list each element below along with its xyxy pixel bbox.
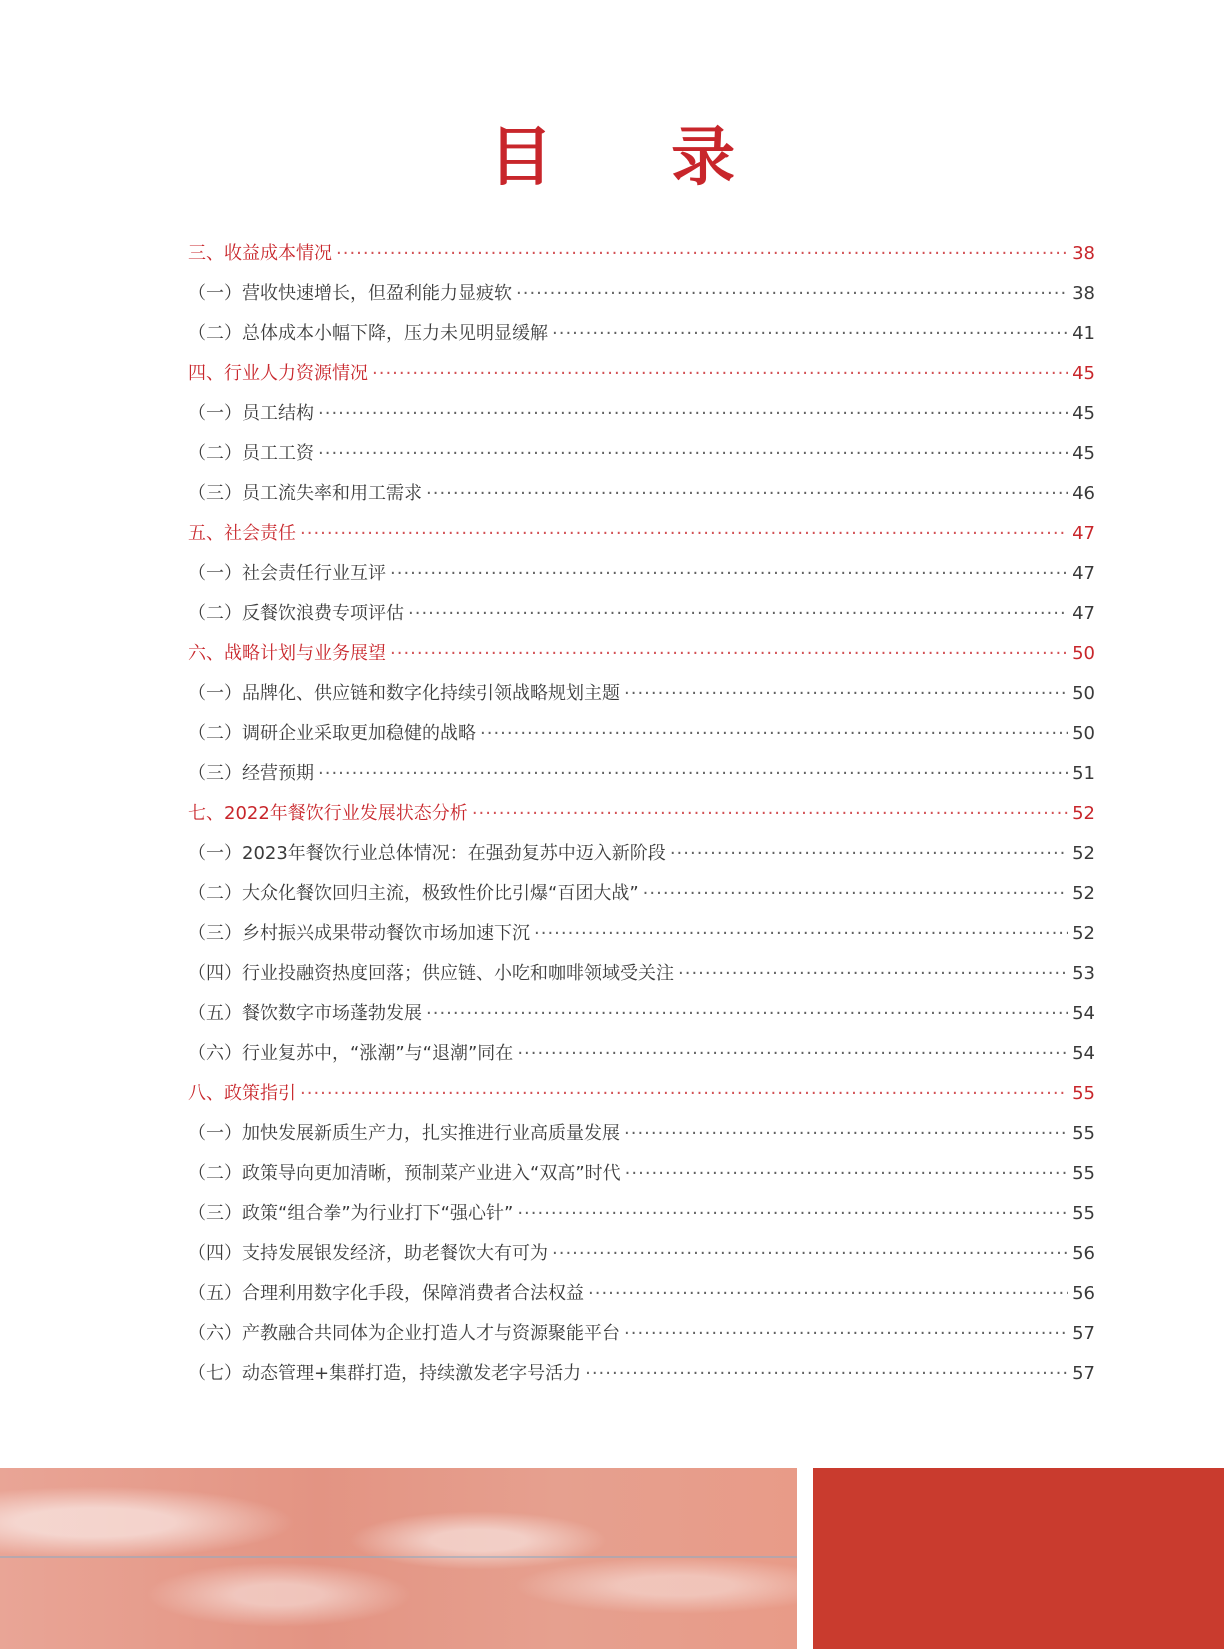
toc-label: （二）总体成本小幅下降，压力未见明显缓解 xyxy=(188,323,548,344)
toc-page-number: 47 xyxy=(1072,603,1095,624)
toc-label: 五、社会责任 xyxy=(188,523,296,544)
toc-page-number: 45 xyxy=(1072,363,1095,384)
toc-label: （三）经营预期 xyxy=(188,763,314,784)
toc-entry[interactable] xyxy=(188,994,1095,1034)
toc-leader-dots xyxy=(480,714,1068,754)
toc-label: （二）反餐饮浪费专项评估 xyxy=(188,603,404,624)
toc-entry[interactable] xyxy=(188,834,1095,874)
photo-divider xyxy=(0,1556,797,1558)
toc-label: （一）品牌化、供应链和数字化持续引领战略规划主题 xyxy=(188,683,620,704)
toc-section[interactable] xyxy=(188,514,1095,554)
toc-page-number: 55 xyxy=(1072,1203,1095,1224)
toc-entry[interactable] xyxy=(188,394,1095,434)
toc-page-number: 47 xyxy=(1072,563,1095,584)
toc-page-number: 55 xyxy=(1072,1123,1095,1144)
toc-page-number: 50 xyxy=(1072,643,1095,664)
toc-entry[interactable] xyxy=(188,954,1095,994)
toc-leader-dots xyxy=(624,674,1068,714)
toc-leader-dots xyxy=(588,1274,1068,1314)
toc-entry[interactable] xyxy=(188,1114,1095,1154)
toc-leader-dots xyxy=(585,1354,1068,1394)
toc-entry[interactable] xyxy=(188,1314,1095,1354)
toc-label: （四）支持发展银发经济，助老餐饮大有可为 xyxy=(188,1243,548,1264)
toc-page-number: 52 xyxy=(1072,803,1095,824)
toc-label: （三）乡村振兴成果带动餐饮市场加速下沉 xyxy=(188,923,530,944)
toc-page-number: 52 xyxy=(1072,843,1095,864)
toc-entry[interactable] xyxy=(188,474,1095,514)
toc-label: （一）营收快速增长，但盈利能力显疲软 xyxy=(188,283,512,304)
toc-leader-dots xyxy=(318,754,1068,794)
toc-page-number: 52 xyxy=(1072,883,1095,904)
toc-leader-dots xyxy=(516,274,1068,314)
toc-entry[interactable] xyxy=(188,594,1095,634)
toc-page-number: 56 xyxy=(1072,1243,1095,1264)
toc-entry[interactable] xyxy=(188,874,1095,914)
toc-label: （三）政策“组合拳”为行业打下“强心针” xyxy=(188,1203,514,1224)
toc-label: （七）动态管理+集群打造，持续激发老字号活力 xyxy=(188,1363,582,1384)
toc-label: （一）社会责任行业互评 xyxy=(188,563,386,584)
toc-leader-dots xyxy=(472,794,1068,834)
toc-label: （三）员工流失率和用工需求 xyxy=(188,483,422,504)
toc-entry[interactable] xyxy=(188,434,1095,474)
toc-page-number: 57 xyxy=(1072,1363,1095,1384)
toc-leader-dots xyxy=(336,234,1068,274)
toc-leader-dots xyxy=(624,1314,1068,1354)
toc-leader-dots xyxy=(624,1114,1068,1154)
toc-page-number: 54 xyxy=(1072,1043,1095,1064)
toc-section[interactable] xyxy=(188,1074,1095,1114)
toc-page-number: 52 xyxy=(1072,923,1095,944)
toc-page-number: 54 xyxy=(1072,1003,1095,1024)
toc-entry[interactable] xyxy=(188,554,1095,594)
toc-label: （五）餐饮数字市场蓬勃发展 xyxy=(188,1003,422,1024)
toc-leader-dots xyxy=(390,634,1068,674)
toc-page-number: 57 xyxy=(1072,1323,1095,1344)
toc-leader-dots xyxy=(670,834,1068,874)
toc-entry[interactable] xyxy=(188,674,1095,714)
toc-entry[interactable] xyxy=(188,914,1095,954)
toc-label: （二）调研企业采取更加稳健的战略 xyxy=(188,723,476,744)
toc-leader-dots xyxy=(643,874,1068,914)
toc-page-number: 45 xyxy=(1072,443,1095,464)
toc-leader-dots xyxy=(300,514,1068,554)
toc-entry[interactable] xyxy=(188,1354,1095,1394)
toc-entry[interactable] xyxy=(188,274,1095,314)
toc-leader-dots xyxy=(318,434,1068,474)
toc-label: 八、政策指引 xyxy=(188,1083,296,1104)
toc-page-number: 55 xyxy=(1072,1163,1095,1184)
toc-page-number: 50 xyxy=(1072,723,1095,744)
toc-leader-dots xyxy=(318,394,1068,434)
table-of-contents xyxy=(188,234,1095,1394)
toc-entry[interactable] xyxy=(188,1274,1095,1314)
toc-leader-dots xyxy=(552,314,1068,354)
toc-label: （二）政策导向更加清晰，预制菜产业进入“双高”时代 xyxy=(188,1163,621,1184)
toc-leader-dots xyxy=(426,994,1068,1034)
toc-page-number: 56 xyxy=(1072,1283,1095,1304)
toc-label: 七、2022年餐饮行业发展状态分析 xyxy=(188,803,468,824)
toc-leader-dots xyxy=(517,1034,1068,1074)
footer-red-block xyxy=(813,1468,1224,1649)
toc-leader-dots xyxy=(390,554,1068,594)
toc-leader-dots xyxy=(408,594,1068,634)
toc-page-number: 38 xyxy=(1072,243,1095,264)
toc-label: （四）行业投融资热度回落；供应链、小吃和咖啡领域受关注 xyxy=(188,963,674,984)
toc-entry[interactable] xyxy=(188,1194,1095,1234)
toc-leader-dots xyxy=(678,954,1068,994)
toc-label: 三、收益成本情况 xyxy=(188,243,332,264)
toc-leader-dots xyxy=(300,1074,1068,1114)
page-title: 目 录 xyxy=(488,121,784,195)
toc-label: （二）员工工资 xyxy=(188,443,314,464)
toc-section[interactable] xyxy=(188,794,1095,834)
toc-leader-dots xyxy=(625,1154,1068,1194)
toc-section[interactable] xyxy=(188,634,1095,674)
toc-entry[interactable] xyxy=(188,314,1095,354)
toc-page-number: 55 xyxy=(1072,1083,1095,1104)
toc-section[interactable] xyxy=(188,234,1095,274)
toc-label: （六）行业复苏中，“涨潮”与“退潮”同在 xyxy=(188,1043,514,1064)
toc-entry[interactable] xyxy=(188,1034,1095,1074)
toc-leader-dots xyxy=(426,474,1068,514)
toc-page-number: 47 xyxy=(1072,523,1095,544)
toc-label: （二）大众化餐饮回归主流，极致性价比引爆“百团大战” xyxy=(188,883,639,904)
toc-leader-dots xyxy=(372,354,1068,394)
toc-leader-dots xyxy=(534,914,1068,954)
toc-leader-dots xyxy=(517,1194,1068,1234)
toc-page-number: 45 xyxy=(1072,403,1095,424)
toc-label: 四、行业人力资源情况 xyxy=(188,363,368,384)
toc-label: （一）加快发展新质生产力，扎实推进行业高质量发展 xyxy=(188,1123,620,1144)
toc-page-number: 51 xyxy=(1072,763,1095,784)
toc-page-number: 46 xyxy=(1072,483,1095,504)
toc-entry[interactable] xyxy=(188,1234,1095,1274)
footer-photo xyxy=(0,1468,797,1649)
toc-entry[interactable] xyxy=(188,754,1095,794)
toc-page-number: 38 xyxy=(1072,283,1095,304)
toc-label: （五）合理利用数字化手段，保障消费者合法权益 xyxy=(188,1283,584,1304)
toc-section[interactable] xyxy=(188,354,1095,394)
toc-label: （一）员工结构 xyxy=(188,403,314,424)
toc-leader-dots xyxy=(552,1234,1068,1274)
toc-entry[interactable] xyxy=(188,714,1095,754)
toc-label: （一）2023年餐饮行业总体情况：在强劲复苏中迈入新阶段 xyxy=(188,843,666,864)
toc-label: 六、战略计划与业务展望 xyxy=(188,643,386,664)
toc-label: （六）产教融合共同体为企业打造人才与资源聚能平台 xyxy=(188,1323,620,1344)
toc-entry[interactable] xyxy=(188,1154,1095,1194)
toc-page-number: 50 xyxy=(1072,683,1095,704)
toc-page-number: 41 xyxy=(1072,323,1095,344)
toc-page-number: 53 xyxy=(1072,963,1095,984)
